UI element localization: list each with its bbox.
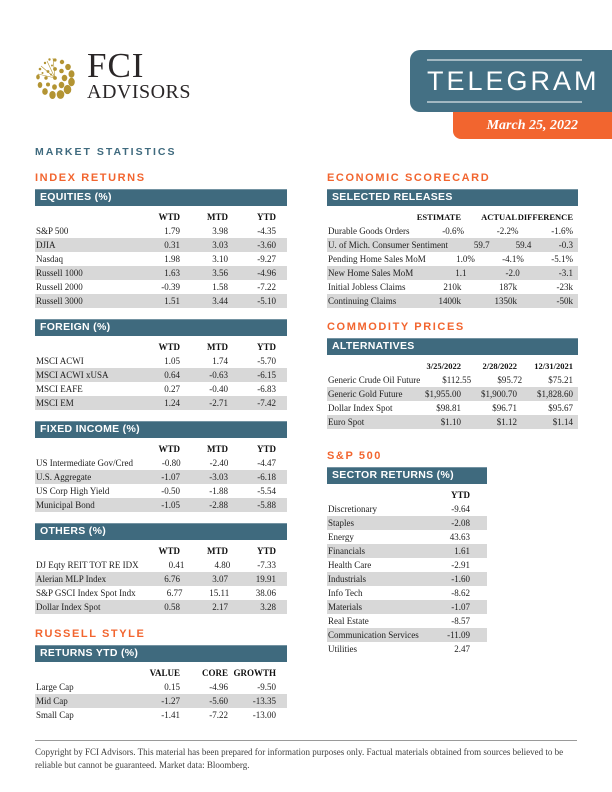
table-body xyxy=(35,224,287,308)
column-header: ACTUAL xyxy=(481,211,517,222)
cell-value: -9.27 xyxy=(257,254,276,264)
cell-value: 1.58 xyxy=(212,282,228,292)
table-title-bar: SECTOR RETURNS (%) xyxy=(327,467,487,484)
table-foreign xyxy=(35,319,287,410)
logo-wordmark xyxy=(87,46,192,103)
cell-value: -5.60 xyxy=(209,696,228,706)
table-row xyxy=(35,368,287,382)
cell-value: 1.05 xyxy=(164,356,180,366)
row-label: Materials xyxy=(328,602,362,612)
cell-value: 2.17 xyxy=(212,602,228,612)
cell-value: 1400k xyxy=(438,296,461,306)
cell-value: 4.80 xyxy=(214,560,231,570)
cell-value: -11.09 xyxy=(447,630,470,640)
row-label: Utilities xyxy=(328,644,357,654)
cell-value: $1.10 xyxy=(440,417,461,427)
cell-value: -1.41 xyxy=(161,710,180,720)
cell-value: 3.98 xyxy=(212,226,228,236)
telegram-banner xyxy=(410,50,612,112)
cell-value: 1.98 xyxy=(164,254,180,264)
column-header: YTD xyxy=(450,489,470,500)
row-label: Health Care xyxy=(328,560,372,570)
cell-value: -3.1 xyxy=(558,268,573,278)
table-row xyxy=(327,373,578,387)
cell-value: -1.27 xyxy=(161,696,180,706)
row-label: Continuing Claims xyxy=(328,296,397,306)
row-label: MSCI ACWI xUSA xyxy=(36,370,109,380)
table-row xyxy=(35,498,287,512)
cell-value: 6.77 xyxy=(166,588,183,598)
cell-value: 6.76 xyxy=(164,574,180,584)
cell-value: -5.10 xyxy=(257,296,276,306)
table-row xyxy=(35,572,287,586)
table-column-headers xyxy=(35,441,287,456)
table-sector-returns xyxy=(327,467,487,656)
table-body xyxy=(35,456,287,512)
cell-value: -8.57 xyxy=(451,616,470,626)
cell-value: $96.71 xyxy=(492,403,517,413)
cell-value: $1.14 xyxy=(552,417,573,427)
table-row xyxy=(35,224,287,238)
table-row xyxy=(35,396,287,410)
cell-value: -1.88 xyxy=(209,486,228,496)
date-ribbon: March 25, 2022 xyxy=(453,112,612,139)
table-row xyxy=(35,470,287,484)
cell-value: 3.10 xyxy=(212,254,228,264)
cell-value: $1,828.60 xyxy=(537,389,573,399)
cell-value: -2.2% xyxy=(496,226,519,236)
cell-value: -23k xyxy=(556,282,573,292)
cell-value: -4.1% xyxy=(502,254,524,264)
row-label: Durable Goods Orders xyxy=(328,226,410,236)
cell-value: 19.91 xyxy=(255,574,276,584)
cell-value: -9.50 xyxy=(257,682,276,692)
row-label: DJ Eqty REIT TOT RE IDX xyxy=(36,560,139,570)
cell-value: -5.88 xyxy=(257,500,276,510)
cell-value: -2.88 xyxy=(209,500,228,510)
table-column-headers xyxy=(327,487,487,502)
row-label: Euro Spot xyxy=(328,417,365,427)
table-body xyxy=(35,354,287,410)
column-header: VALUE xyxy=(149,667,180,678)
column-header: WTD xyxy=(158,545,180,556)
row-label: Alerian MLP Index xyxy=(36,574,107,584)
cell-value: -2.08 xyxy=(451,518,470,528)
row-label: DJIA xyxy=(36,240,56,250)
table-russell-returns-ytd xyxy=(35,645,287,722)
cell-value: $95.67 xyxy=(548,403,573,413)
table-title-bar: RETURNS YTD (%) xyxy=(35,645,287,662)
row-label: Russell 3000 xyxy=(36,296,83,306)
cell-value: -0.80 xyxy=(161,458,181,468)
row-label: Communication Services xyxy=(328,630,419,640)
cell-value: -2.40 xyxy=(209,458,229,468)
table-equities xyxy=(35,189,287,308)
column-header: MTD xyxy=(207,341,228,352)
column-header: WTD xyxy=(158,443,180,454)
row-label: U.S. Aggregate xyxy=(36,472,92,482)
table-title-bar: SELECTED RELEASES xyxy=(327,189,578,206)
cell-value: 0.27 xyxy=(164,384,180,394)
table-row xyxy=(35,354,287,368)
cell-value: 0.41 xyxy=(168,560,185,570)
row-label: Dollar Index Spot xyxy=(328,403,393,413)
row-label: Real Estate xyxy=(328,616,369,626)
section-title-sp500: S&P 500 xyxy=(327,450,383,462)
column-header: 2/28/2022 xyxy=(482,360,517,371)
cell-value: -4.35 xyxy=(257,226,276,236)
cell-value: -8.62 xyxy=(451,588,470,598)
row-label: Energy xyxy=(328,532,354,542)
cell-value: 59.4 xyxy=(515,240,532,250)
row-label: New Home Sales MoM xyxy=(328,268,414,278)
cell-value: 1.61 xyxy=(454,546,470,556)
cell-value: 3.28 xyxy=(260,602,276,612)
column-header: YTD xyxy=(256,341,276,352)
cell-value: -13.00 xyxy=(252,710,276,720)
cell-value: $95.72 xyxy=(497,375,523,385)
table-row xyxy=(35,586,287,600)
row-label: Small Cap xyxy=(36,710,74,720)
cell-value: 0.58 xyxy=(164,602,180,612)
row-label: Staples xyxy=(328,518,354,528)
cell-value: $1,900.70 xyxy=(481,389,517,399)
table-row xyxy=(327,558,487,572)
column-header: WTD xyxy=(158,211,180,222)
cell-value: 0.64 xyxy=(164,370,180,380)
table-row xyxy=(35,266,287,280)
cell-value: -7.42 xyxy=(257,398,276,408)
table-others xyxy=(35,523,287,614)
column-header: 12/31/2021 xyxy=(534,360,573,371)
cell-value: 1.1 xyxy=(455,268,467,278)
page-title: MARKET STATISTICS xyxy=(35,146,177,158)
cell-value: 43.63 xyxy=(449,532,470,542)
table-row xyxy=(35,456,287,470)
cell-value: -13.35 xyxy=(252,696,276,706)
table-row xyxy=(35,558,287,572)
cell-value: 15.11 xyxy=(209,588,230,598)
row-label: Pending Home Sales MoM xyxy=(328,254,426,264)
cell-value: 3.03 xyxy=(212,240,228,250)
cell-value: -1.60 xyxy=(451,574,470,584)
cell-value: -5.54 xyxy=(257,486,276,496)
fci-advisors-logo xyxy=(33,46,192,103)
table-row xyxy=(327,401,578,415)
column-header: MTD xyxy=(207,545,228,556)
table-row xyxy=(35,294,287,308)
row-label: Dollar Index Spot xyxy=(36,602,101,612)
table-row xyxy=(35,708,287,722)
cell-value: -7.22 xyxy=(257,282,276,292)
cell-value: -4.96 xyxy=(209,682,228,692)
table-body xyxy=(35,558,287,614)
cell-value: -9.64 xyxy=(451,504,470,514)
table-row xyxy=(327,266,578,280)
table-alternatives xyxy=(327,338,578,429)
table-row xyxy=(327,530,487,544)
cell-value: 2.47 xyxy=(454,644,470,654)
section-title-index-returns: INDEX RETURNS xyxy=(35,172,146,184)
cell-value: 1.24 xyxy=(164,398,180,408)
column-header: MTD xyxy=(207,211,228,222)
row-label: Info Tech xyxy=(328,588,363,598)
cell-value: -6.83 xyxy=(257,384,276,394)
table-row xyxy=(327,252,578,266)
cell-value: -7.33 xyxy=(257,560,276,570)
table-row xyxy=(327,572,487,586)
cell-value: $1.12 xyxy=(496,417,517,427)
column-header: YTD xyxy=(256,211,276,222)
cell-value: -0.3 xyxy=(558,240,574,250)
column-header: CORE xyxy=(201,667,228,678)
column-header: MTD xyxy=(207,443,228,454)
table-body xyxy=(327,502,487,656)
row-label: Discretionary xyxy=(328,504,377,514)
cell-value: -0.63 xyxy=(209,370,228,380)
table-title-bar: FIXED INCOME (%) xyxy=(35,421,287,438)
cell-value: 59.7 xyxy=(473,240,490,250)
cell-value: $1,955.00 xyxy=(425,389,461,399)
gold-globe-icon xyxy=(33,54,77,100)
row-label: MSCI EM xyxy=(36,398,74,408)
table-row xyxy=(35,600,287,614)
section-title-commodity-prices: COMMODITY PRICES xyxy=(327,321,465,333)
cell-value: 1.79 xyxy=(164,226,180,236)
row-label: S&P 500 xyxy=(36,226,69,236)
table-row xyxy=(327,600,487,614)
row-label: Municipal Bond xyxy=(36,500,95,510)
table-fixed-income xyxy=(35,421,287,512)
table-body xyxy=(327,224,578,308)
table-row xyxy=(327,628,487,642)
cell-value: 38.06 xyxy=(255,588,276,598)
cell-value: 210k xyxy=(443,282,462,292)
table-body xyxy=(327,373,578,429)
table-row xyxy=(327,280,578,294)
column-header: WTD xyxy=(158,341,180,352)
table-column-headers xyxy=(35,339,287,354)
column-header: YTD xyxy=(256,545,276,556)
table-selected-releases xyxy=(327,189,578,308)
row-label: MSCI EAFE xyxy=(36,384,83,394)
left-column xyxy=(35,170,287,722)
table-row xyxy=(327,294,578,308)
cell-value: 0.15 xyxy=(164,682,180,692)
cell-value: -1.07 xyxy=(161,472,180,482)
table-row xyxy=(35,280,287,294)
row-label: Russell 1000 xyxy=(36,268,83,278)
table-title-bar: OTHERS (%) xyxy=(35,523,287,540)
section-title-russell-style: RUSSELL STYLE xyxy=(35,628,146,640)
cell-value: -5.70 xyxy=(257,356,276,366)
table-title-bar: FOREIGN (%) xyxy=(35,319,287,336)
cell-value: -1.07 xyxy=(451,602,470,612)
cell-value: 3.44 xyxy=(212,296,228,306)
table-title-bar: EQUITIES (%) xyxy=(35,189,287,206)
table-row xyxy=(327,224,578,238)
cell-value: -1.6% xyxy=(551,226,573,236)
cell-value: -3.60 xyxy=(257,240,276,250)
cell-value: -6.15 xyxy=(257,370,276,380)
column-header: 3/25/2022 xyxy=(426,360,461,371)
table-row xyxy=(327,544,487,558)
cell-value: -2.71 xyxy=(209,398,228,408)
column-header: GROWTH xyxy=(233,667,276,678)
table-row xyxy=(35,484,287,498)
table-row xyxy=(327,614,487,628)
row-label: US Intermediate Gov/Cred xyxy=(36,458,133,468)
cell-value: -0.39 xyxy=(161,282,180,292)
table-row xyxy=(327,642,487,656)
logo-fci: FCI xyxy=(87,46,145,85)
cell-value: 0.31 xyxy=(164,240,180,250)
cell-value: $98.81 xyxy=(436,403,461,413)
cell-value: 1350k xyxy=(494,296,517,306)
cell-value: -50k xyxy=(556,296,573,306)
cell-value: -0.6% xyxy=(442,226,464,236)
cell-value: -4.96 xyxy=(257,268,276,278)
table-row xyxy=(327,238,578,252)
row-label: Industrials xyxy=(328,574,366,584)
cell-value: -7.22 xyxy=(209,710,228,720)
cell-value: 187k xyxy=(499,282,518,292)
cell-value: $75.21 xyxy=(548,375,573,385)
section-title-economic-scorecard: ECONOMIC SCORECARD xyxy=(327,172,491,184)
row-label: Nasdaq xyxy=(36,254,63,264)
row-label: Financials xyxy=(328,546,365,556)
row-label: U. of Mich. Consumer Sentiment xyxy=(328,240,448,250)
cell-value: 1.63 xyxy=(164,268,180,278)
table-row xyxy=(327,502,487,516)
cell-value: -2.0 xyxy=(505,268,520,278)
cell-value: -0.40 xyxy=(209,384,228,394)
table-row xyxy=(35,252,287,266)
right-column xyxy=(327,170,578,656)
table-column-headers xyxy=(327,209,578,224)
cell-value: -3.03 xyxy=(209,472,228,482)
table-column-headers xyxy=(35,543,287,558)
cell-value: -5.1% xyxy=(551,254,573,264)
row-label: Large Cap xyxy=(36,682,74,692)
table-column-headers xyxy=(35,209,287,224)
cell-value: -2.91 xyxy=(451,560,470,570)
table-row xyxy=(327,516,487,530)
telegram-title: TELEGRAM xyxy=(427,59,582,103)
table-row xyxy=(327,586,487,600)
row-label: S&P GSCI Index Spot Indx xyxy=(36,588,136,598)
row-label: Mid Cap xyxy=(36,696,68,706)
table-title-bar: ALTERNATIVES xyxy=(327,338,578,355)
cell-value: 1.74 xyxy=(212,356,228,366)
cell-value: -1.05 xyxy=(161,500,180,510)
table-body xyxy=(35,680,287,722)
table-column-headers xyxy=(327,358,578,373)
table-column-headers xyxy=(35,665,287,680)
cell-value: -6.18 xyxy=(257,472,276,482)
cell-value: $112.55 xyxy=(442,375,472,385)
table-row xyxy=(35,694,287,708)
cell-value: 3.07 xyxy=(212,574,228,584)
footer-disclaimer: Copyright by FCI Advisors. This material has been prepared for information purposes only. Factual materials obtained from sources believed to be reliable but cannot be guaranteed. Market data: Bloomberg. xyxy=(35,740,577,772)
row-label: US Corp High Yield xyxy=(36,486,110,496)
column-header: YTD xyxy=(256,443,276,454)
column-header: ESTIMATE xyxy=(416,211,461,222)
row-label: Russell 2000 xyxy=(36,282,83,292)
row-label: Generic Gold Future xyxy=(328,389,403,399)
table-row xyxy=(327,387,578,401)
cell-value: 3.56 xyxy=(212,268,228,278)
cell-value: 1.0% xyxy=(456,254,475,264)
row-label: Generic Crude Oil Future xyxy=(328,375,421,385)
row-label: MSCI ACWI xyxy=(36,356,84,366)
table-row xyxy=(327,415,578,429)
logo-advisors: ADVISORS xyxy=(87,81,192,103)
table-row xyxy=(35,238,287,252)
cell-value: -4.47 xyxy=(257,458,276,468)
row-label: Initial Jobless Claims xyxy=(328,282,406,292)
table-row xyxy=(35,382,287,396)
table-row xyxy=(35,680,287,694)
cell-value: -0.50 xyxy=(161,486,180,496)
column-header: DIFFERENCE xyxy=(517,211,573,222)
cell-value: 1.51 xyxy=(164,296,180,306)
